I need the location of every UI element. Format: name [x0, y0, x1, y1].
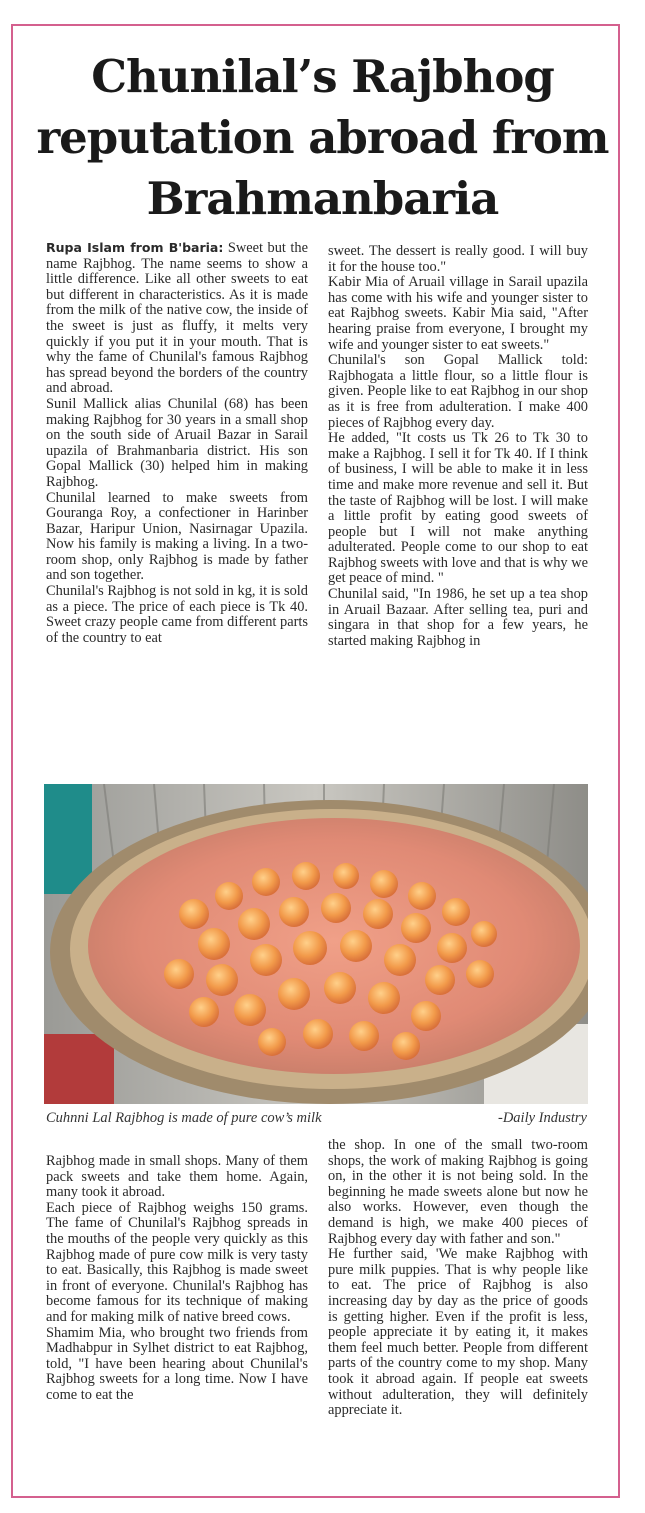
- byline: Rupa Islam from B'baria:: [46, 240, 224, 255]
- article-column-4: [328, 1138, 588, 1419]
- paragraph: Chunilal learned to make sweets from Gouranga Roy, a confectioner in Harinber Bazar, Haripur Union, Nasirnagar Upazila. Now his family is making a living. In a two-room shop, only Rajbhog is made by father and son together.: [46, 489, 308, 584]
- paragraph: Shamim Mia, who brought two friends from Madhabpur in Sylhet district to eat Rajbhog, told, "I have been hearing about Chunilal's Rajbhog sweets for a long time. Now I have come to eat the: [46, 1324, 308, 1403]
- photo-illustration: [44, 784, 588, 1104]
- paragraph: He added, "It costs us Tk 26 to Tk 30 to make a Rajbhog. I sell it for Tk 40. If I think of business, I will be able to make it in less time and make more revenue and sell it. But the taste of Rajbhog will be lost. I will make a little profit by eating good sweets of people but I will not make anything adulterated. People come to our shop to eat Rajbhog sweets with love and that is why we get peace of mind. ": [328, 430, 588, 587]
- photo-credit: -Daily Industry: [498, 1110, 587, 1126]
- paragraph: [46, 240, 308, 397]
- rajbhog-pan-photo: [44, 784, 588, 1104]
- caption-text: Cuhnni Lal Rajbhog is made of pure cow’s milk: [46, 1110, 322, 1126]
- article-column-2: [328, 244, 588, 649]
- headline: Chunilal’s Rajbhog reputation abroad from Brahmanbaria: [36, 50, 609, 225]
- paragraph: Sunil Mallick alias Chunilal (68) has been making Rajbhog for 30 years in a small shop on the south side of Aruail Bazar in Sarail upazila of Brahmanbaria district. His son Gopal Mallick (30) helped him in making Rajbhog.: [46, 395, 308, 490]
- paragraph: the shop. In one of the small two-room shops, the work of making Rajbhog is going on, in the other it is not being sold. In the beginning he made sweets alone but now he also works. However, even though the demand is high, we make 400 pieces of Rajbhog every day with father and son.": [328, 1137, 588, 1247]
- paragraph: Kabir Mia of Aruail village in Sarail upazila has come with his wife and younger sister to eat Rajbhog sweets. Kabir Mia said, "After hearing praise from everyone, I brought my wife and younger sister to eat sweets.": [328, 274, 588, 353]
- paragraph-text: Sweet but the name Rajbhog. The name seems to show a little difference. Like all other sweets to eat but different in characteristics. As it is made from the milk of the native cow, the inside of the sweet is just as fluffy, it melts very quickly if you put it in your mouth. That is why the fame of Chunilal's famous Rajbhog has spread beyond the borders of the country and abroad.: [46, 240, 308, 397]
- article-column-3: [46, 1154, 308, 1404]
- paragraph: He further said, 'We make Rajbhog with pure milk puppies. That is why people like to eat. The price of Rajbhog is also increasing day by day as the price of goods is getting higher. Even if the profit is less, people appreciate it by eating it, it makes them feel much better. People from different parts of the country come to my shop. Many took it abroad again. If people eat sweets without adulteration, they will definitely appreciate it.: [328, 1246, 588, 1419]
- paragraph: Chunilal's Rajbhog is not sold in kg, it is sold as a piece. The price of each piece is Tk 40. Sweet crazy people came from different parts of the country to eat: [46, 583, 308, 646]
- paragraph: Rajbhog made in small shops. Many of them pack sweets and take them home. Again, many took it abroad.: [46, 1153, 308, 1201]
- paragraph: sweet. The dessert is really good. I will buy it for the house too.": [328, 243, 588, 275]
- paragraph: Each piece of Rajbhog weighs 150 grams. The fame of Chunilal's Rajbhog spreads in the mouths of the people very quickly as this Rajbhog made of pure cow milk is very tasty to eat. Basically, this Rajbhog is made sweet in front of everyone. Chunilal's Rajbhog has become famous for its technique of making and for making milk of native breed cows.: [46, 1199, 308, 1325]
- paragraph: Chunilal said, "In 1986, he set up a tea shop in Aruail Bazaar. After selling tea, puri and singara in that shop for a few years, he started making Rajbhog in: [328, 586, 588, 649]
- paragraph: Chunilal's son Gopal Mallick told: Rajbhogata a little flour, so a little flour is given. People like to eat Rajbhog in our shop as it is free from adulteration. I make 400 pieces of Rajbhog every day.: [328, 352, 588, 431]
- article-column-1: [46, 240, 308, 646]
